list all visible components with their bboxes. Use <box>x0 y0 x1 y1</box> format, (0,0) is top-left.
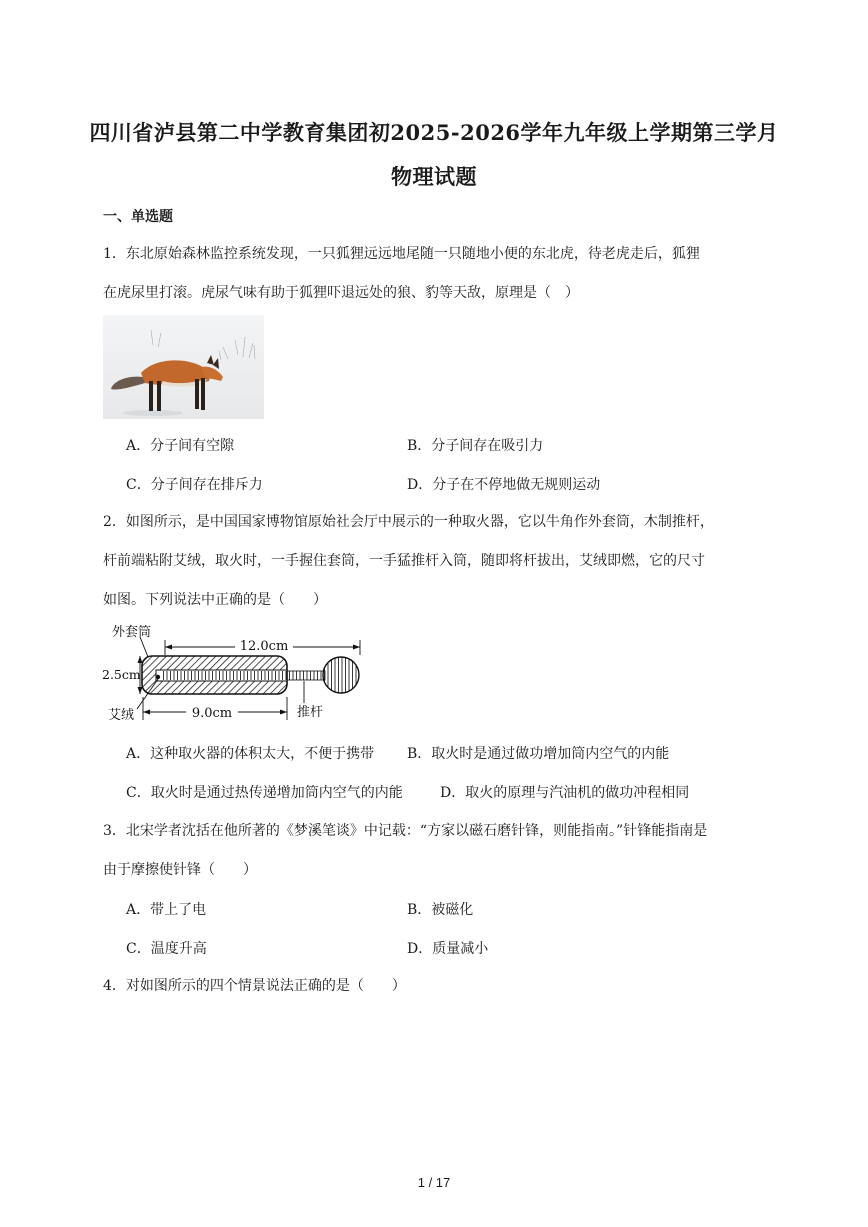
q2-text-line3: 如图。下列说法中正确的是（ ） <box>103 592 327 608</box>
q4-text-line1: 4．对如图所示的四个情景说法正确的是（ ） <box>103 978 406 994</box>
q3-text-line2: 由于摩擦使针锋（ ） <box>103 862 257 878</box>
q3-option-d: D．质量减小 <box>407 941 489 957</box>
label-moxa: 艾绒 <box>108 708 135 723</box>
q2-text-line1: 2．如图所示，是中国国家博物馆原始社会厅中展示的一种取火器，它以牛角作外套筒，木制推杆， <box>103 514 714 530</box>
exam-title-line2: 物理试题 <box>391 164 477 189</box>
dim-label-2-5cm: 2.5cm <box>102 667 141 682</box>
q2-option-b: B．取火时是通过做功增加筒内空气的内能 <box>407 746 670 762</box>
q2-option-a: A．这种取火器的体积太大，不便于携带 <box>126 746 375 762</box>
q3-option-c: C．温度升高 <box>126 941 207 957</box>
q1-text-line1: 1．东北原始森林监控系统发现，一只狐狸远远地尾随一只随地小便的东北虎，待老虎走后，狐狸 <box>103 246 700 262</box>
q1-option-d: D．分子在不停地做无规则运动 <box>407 477 601 493</box>
q1-text-line2: 在虎尿里打滚。虎尿气味有助于狐狸吓退远处的狼、豹等天敌，原理是（ ） <box>103 285 579 301</box>
fire-piston-diagram <box>100 623 365 725</box>
dim-label-12cm: 12.0cm <box>239 639 289 654</box>
fox-in-snow-image <box>103 315 264 419</box>
q2-text-line2: 杆前端粘附艾绒，取火时，一手握住套筒，一手猛推杆入筒，随即将杆拔出，艾绒即燃，它的尺寸 <box>103 553 705 569</box>
q2-option-c: C．取火时是通过热传递增加筒内空气的内能 <box>126 785 403 801</box>
q1-option-a: A．分子间有空隙 <box>126 438 235 454</box>
q3-option-a: A．带上了电 <box>126 902 207 918</box>
q3-option-b: B．被磁化 <box>407 902 474 918</box>
dim-label-9cm: 9.0cm <box>191 706 233 721</box>
label-push-rod: 推杆 <box>297 705 324 720</box>
exam-title-line1: 四川省泸县第二中学教育集团初2025-2026学年九年级上学期第三学月 <box>89 120 779 145</box>
section-heading: 一、单选题 <box>103 209 173 225</box>
page-number: 1 / 17 <box>417 1175 451 1190</box>
q2-option-d: D．取火的原理与汽油机的做功冲程相同 <box>440 785 690 801</box>
q1-option-c: C．分子间存在排斥力 <box>126 477 263 493</box>
q3-text-line1: 3．北宋学者沈括在他所著的《梦溪笔谈》中记载：“方家以磁石磨针锋，则能指南。”针锋能指南是 <box>103 823 708 839</box>
label-outer-tube: 外套筒 <box>112 625 152 640</box>
q1-option-b: B．分子间存在吸引力 <box>407 438 544 454</box>
